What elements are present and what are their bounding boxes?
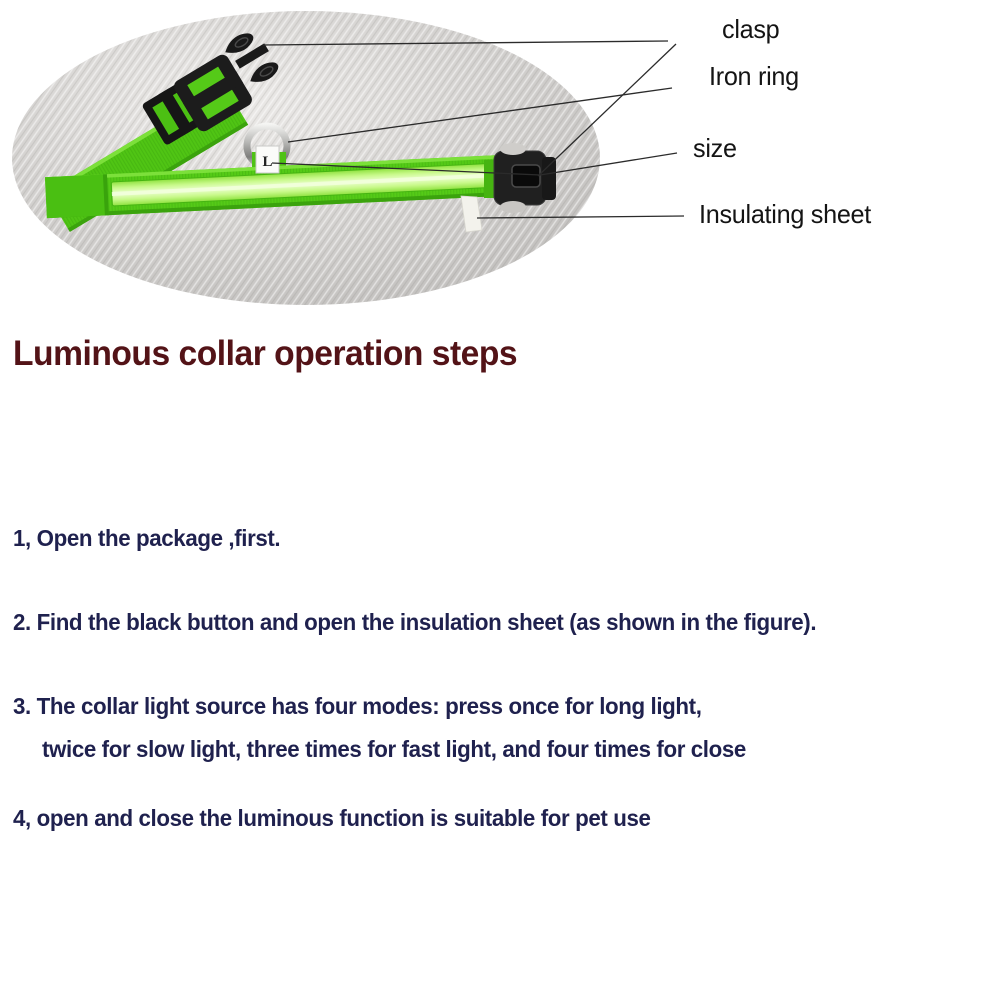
- page-title: Luminous collar operation steps: [13, 334, 518, 373]
- step-4: 4, open and close the luminous function is suitable for pet use: [13, 805, 651, 831]
- callout-label-iron-ring: Iron ring: [709, 61, 799, 91]
- buckle-notch-bottom: [500, 201, 526, 213]
- step-2: 2. Find the black button and open the insulation sheet (as shown in the figure).: [13, 609, 817, 635]
- callout-label-clasp: clasp: [722, 14, 780, 44]
- callout-label-insulating-sheet: Insulating sheet: [699, 199, 872, 229]
- step-3-line-1: 3. The collar light source has four modes: press once for long light,: [13, 693, 702, 719]
- step-3-line-2: twice for slow light, three times for fast light, and four times for close: [42, 736, 746, 762]
- strap-folded-end: [45, 174, 109, 218]
- buckle-slot-end: [542, 157, 556, 200]
- buckle-notch-top: [500, 143, 526, 155]
- collar-photo-illustration: [0, 0, 1000, 330]
- black-button: [512, 165, 540, 187]
- size-tag-letter: L: [262, 154, 273, 170]
- step-1: 1, Open the package ,first.: [13, 525, 281, 551]
- callout-label-size: size: [693, 133, 737, 163]
- size-tag: [256, 146, 279, 173]
